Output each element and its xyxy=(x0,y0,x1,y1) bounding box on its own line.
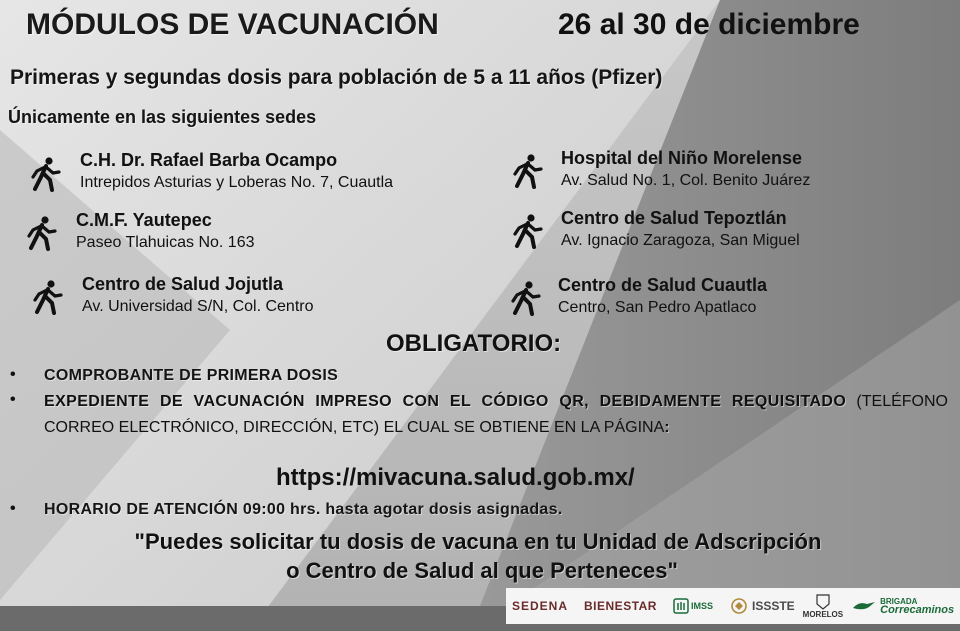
issste-emblem-icon xyxy=(729,597,749,615)
requirement-record-detail: (TELÉFONO CORREO ELECTRÓNICO, DIRECCIÓN, ETC) EL CUAL SE OBTIENE EN LA PÁGINA xyxy=(44,393,948,436)
subtitle: Primeras y segundas dosis para población de 5 a 11 años (Pfizer) xyxy=(10,66,663,89)
running-person-icon xyxy=(510,213,544,249)
morelos-label: MORELOS xyxy=(802,609,844,619)
site-address: Av. Salud No. 1, Col. Benito Juárez xyxy=(561,172,811,189)
site-address: Intrepidos Asturias y Loberas No. 7, Cuautla xyxy=(80,174,394,191)
site-address: Av. Universidad S/N, Col. Centro xyxy=(82,298,314,315)
sites-intro: Únicamente en las siguientes sedes xyxy=(8,107,317,127)
imss-logo xyxy=(673,598,713,614)
roadrunner-icon xyxy=(851,598,877,614)
site-block xyxy=(561,148,810,190)
running-person-icon xyxy=(24,215,58,251)
sedena-logo: SEDENA xyxy=(512,599,569,613)
requirement-record xyxy=(44,389,948,441)
site-block xyxy=(82,274,314,316)
imss-label: IMSS xyxy=(690,601,713,611)
morelos-shield-icon xyxy=(816,594,830,610)
running-person-icon xyxy=(510,153,544,189)
brigada-logo xyxy=(851,597,954,615)
site-block xyxy=(558,275,767,317)
site-name: Centro de Salud Jojutla xyxy=(82,274,284,294)
site-name: C.H. Dr. Rafael Barba Ocampo xyxy=(80,150,338,170)
site-block xyxy=(561,208,800,250)
closing-quote-line-1: "Puedes solicitar tu dosis de vacuna en tu Unidad de Adscripción xyxy=(134,529,822,554)
bienestar-logo: BIENESTAR xyxy=(584,599,657,613)
correcaminos-label: Correcaminos xyxy=(880,604,955,616)
issste-logo xyxy=(729,597,795,615)
site-name: Centro de Salud Cuautla xyxy=(558,275,768,295)
running-person-icon xyxy=(30,279,64,315)
site-address: Paseo Tlahuicas No. 163 xyxy=(76,234,255,251)
registration-url[interactable]: https://mivacuna.salud.gob.mx/ xyxy=(276,464,635,491)
site-name: Hospital del Niño Morelense xyxy=(561,148,803,168)
closing-quote-line-2: o Centro de Salud al que Perteneces" xyxy=(286,558,678,583)
site-name: Centro de Salud Tepoztlán xyxy=(561,208,787,228)
bullet-icon: • xyxy=(10,366,16,383)
requirement-first-dose: COMPROBANTE DE PRIMERA DOSIS xyxy=(44,367,339,384)
requirement-schedule: HORARIO DE ATENCIÓN 09:00 hrs. hasta agotar dosis asignadas. xyxy=(44,501,563,518)
site-address: Centro, San Pedro Apatlaco xyxy=(558,299,757,316)
brigada-label: BRIGADA xyxy=(880,597,918,606)
requirement-record-bold: EXPEDIENTE DE VACUNACIÓN IMPRESO CON EL CÓDIGO QR, DEBIDAMENTE REQUISITADO xyxy=(44,393,847,410)
site-address: Av. Ignacio Zaragoza, San Miguel xyxy=(561,232,800,249)
morelos-logo xyxy=(803,594,843,619)
site-block xyxy=(76,210,254,252)
institution-logos xyxy=(506,588,960,624)
requirements-heading: OBLIGATORIO: xyxy=(386,330,562,357)
page-title: MÓDULOS DE VACUNACIÓN xyxy=(26,8,439,41)
bullet-icon: • xyxy=(10,500,16,517)
running-person-icon xyxy=(28,156,62,192)
requirement-record-colon: : xyxy=(664,419,670,436)
imss-emblem-icon xyxy=(673,598,689,614)
running-person-icon xyxy=(508,280,542,316)
bullet-icon: • xyxy=(10,391,16,408)
issste-label: ISSSTE xyxy=(751,599,795,613)
site-name: C.M.F. Yautepec xyxy=(76,210,212,230)
site-block xyxy=(80,150,393,192)
date-range: 26 al 30 de diciembre xyxy=(558,8,860,41)
